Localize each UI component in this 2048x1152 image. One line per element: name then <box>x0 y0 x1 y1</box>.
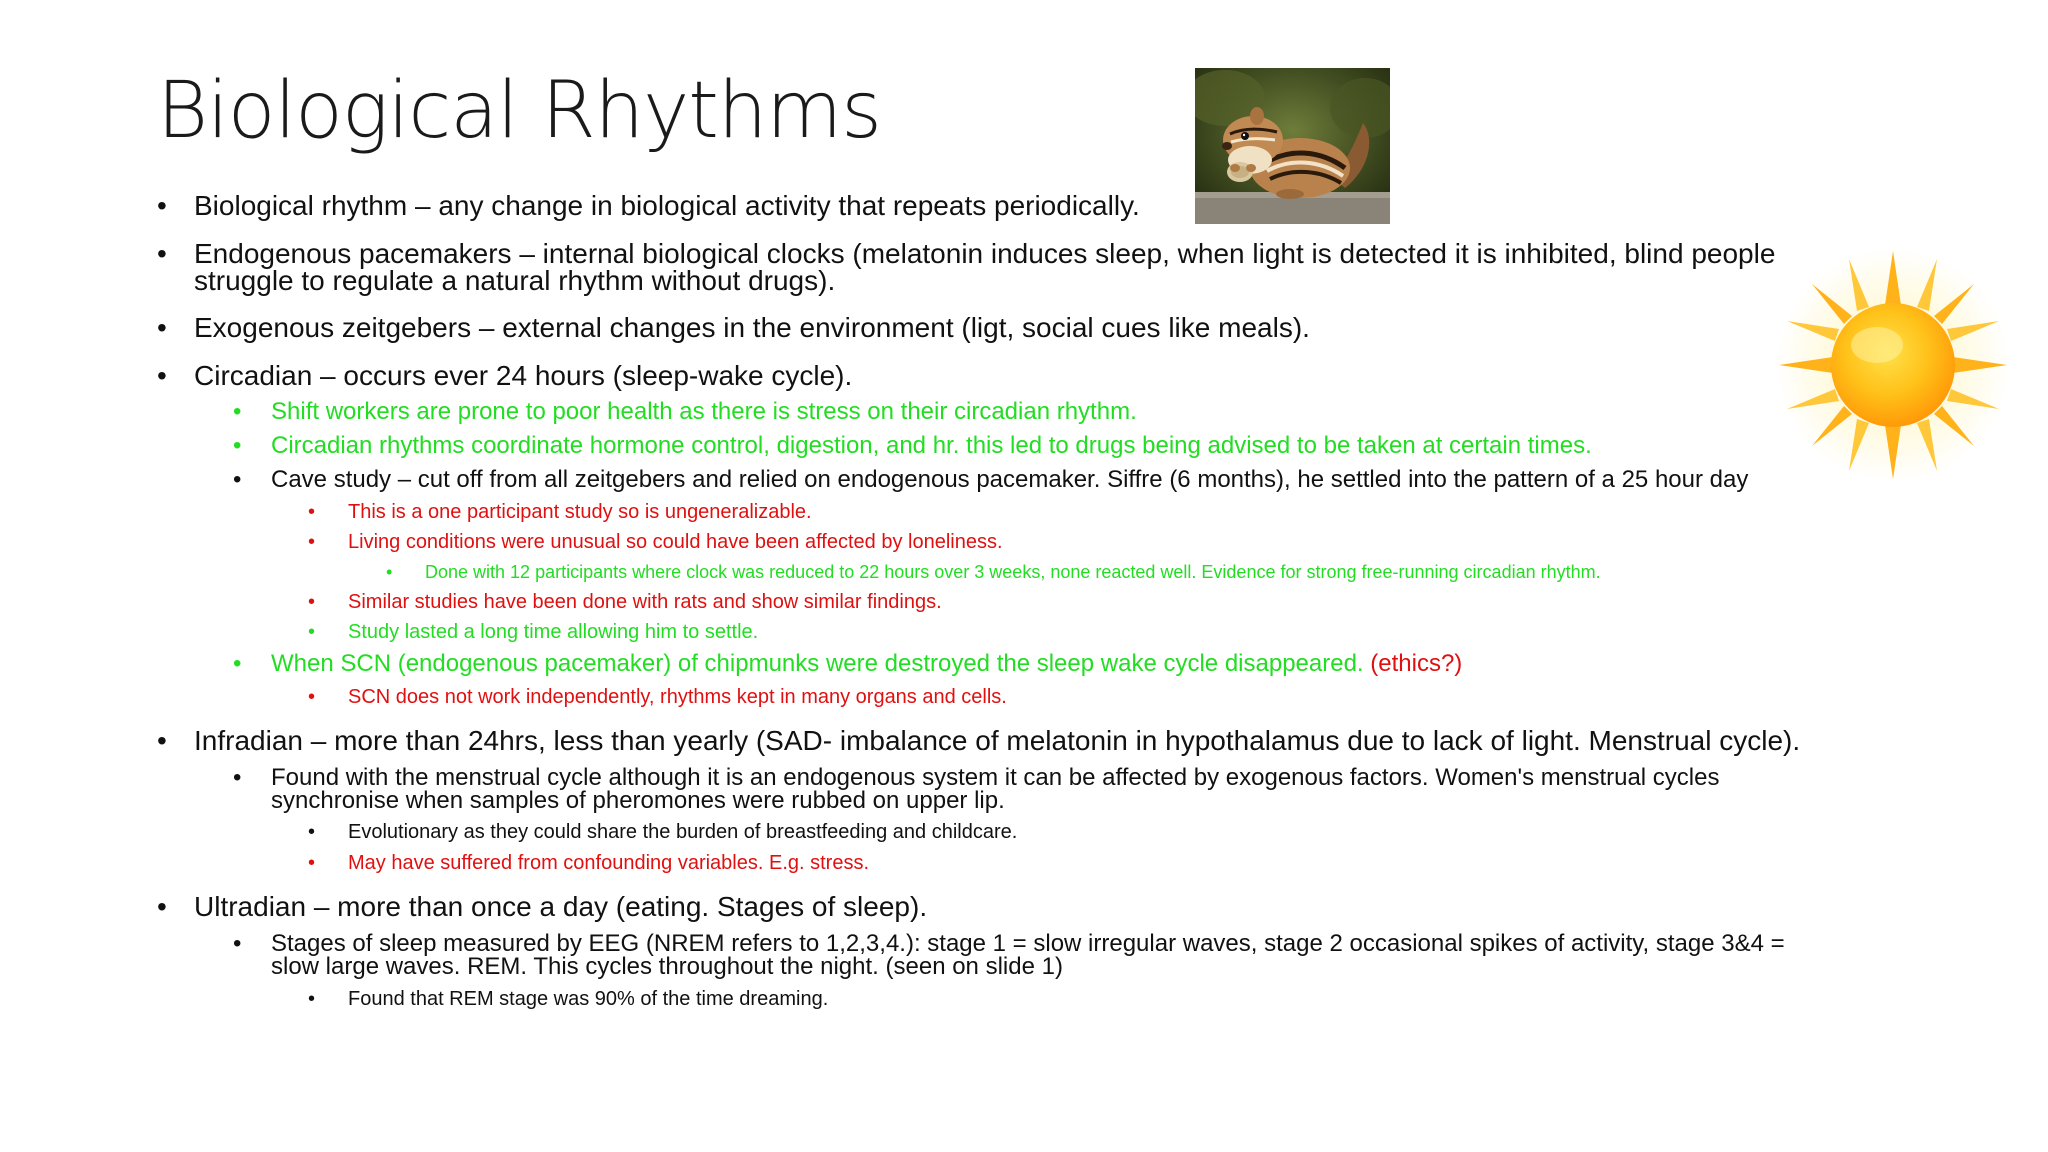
bullet-evolutionary: Evolutionary as they could share the burden of breastfeeding and childcare. <box>348 821 1018 843</box>
bullet-exogenous-zeitgebers: Exogenous zeitgebers – external changes in the environment (ligt, social cues like meals). <box>194 312 1310 343</box>
bullet-rem-dreaming: Found that REM stage was 90% of the time dreaming. <box>348 988 829 1010</box>
bullet-infradian: Infradian – more than 24hrs, less than yearly (SAD- imbalance of melatonin in hypothalamus due to lack of light. Menstrual cycle). <box>194 725 1801 756</box>
bullet-12-participants: Done with 12 participants where clock was reduced to 22 hours over 3 weeks, none reacted well. Evidence for strong free-running circadian rhythm. <box>425 562 1601 582</box>
chipmunk-photo <box>1195 68 1390 224</box>
bullet-marker: • <box>233 466 242 493</box>
bullet-circadian-hormone: Circadian rhythms coordinate hormone control, digestion, and hr. this led to drugs being advised to be taken at certain times. <box>271 432 1592 459</box>
bullet-stages-of-sleep-cont: slow large waves. REM. This cycles throughout the night. (seen on slide 1) <box>271 953 1063 980</box>
bullet-study-lasted: Study lasted a long time allowing him to settle. <box>348 621 759 643</box>
bullet-similar-studies: Similar studies have been done with rats and show similar findings. <box>348 591 942 613</box>
bullet-marker: • <box>157 238 167 269</box>
bullet-marker: • <box>157 891 167 922</box>
bullet-marker: • <box>308 531 316 553</box>
bullet-stages-of-sleep: Stages of sleep measured by EEG (NREM refers to 1,2,3,4.): stage 1 = slow irregular waves, stage 2 occasional spikes of activity, stage 3&4 = <box>271 930 1785 957</box>
bullet-marker: • <box>233 650 242 677</box>
bullet-circadian: Circadian – occurs ever 24 hours (sleep-wake cycle). <box>194 360 853 391</box>
bullet-marker: • <box>308 686 316 708</box>
bullet-endogenous-pacemakers-cont: struggle to regulate a natural rhythm without drugs). <box>194 265 836 296</box>
ethics-note: (ethics?) <box>1370 650 1463 677</box>
bullet-marker: • <box>308 621 316 643</box>
bullet-marker: • <box>308 501 316 523</box>
bullet-one-participant: This is a one participant study so is ungeneralizable. <box>348 501 812 523</box>
bullet-marker: • <box>308 852 316 874</box>
scn-chipmunks-text: When SCN (endogenous pacemaker) of chipmunks were destroyed the sleep wake cycle disappeared. <box>271 650 1364 677</box>
bullet-ultradian: Ultradian – more than once a day (eating. Stages of sleep). <box>194 891 928 922</box>
bullet-marker: • <box>157 312 167 343</box>
bullet-scn-chipmunks <box>271 652 1462 676</box>
bullet-endogenous-pacemakers: Endogenous pacemakers – internal biological clocks (melatonin induces sleep, when light is detected it is inhibited, blind people <box>194 238 1776 269</box>
bullet-marker: • <box>308 821 316 843</box>
bullet-menstrual-cycle: Found with the menstrual cycle although it is an endogenous system it can be affected by exogenous factors. Women's menstrual cycles <box>271 764 1720 791</box>
bullet-shift-workers: Shift workers are prone to poor health as there is stress on their circadian rhythm. <box>271 398 1137 425</box>
bullet-marker: • <box>308 988 316 1010</box>
bullet-scn-independent: SCN does not work independently, rhythms kept in many organs and cells. <box>348 686 1007 708</box>
bullet-living-conditions: Living conditions were unusual so could have been affected by loneliness. <box>348 531 1003 553</box>
bullet-marker: • <box>233 398 242 425</box>
bullet-menstrual-cycle-cont: synchronise when samples of pheromones were rubbed on upper lip. <box>271 787 1005 814</box>
slide-title: Biological Rhythms <box>157 66 881 156</box>
bullet-marker: • <box>157 360 167 391</box>
bullet-marker: • <box>233 432 242 459</box>
bullet-marker: • <box>386 562 393 582</box>
bullet-marker: • <box>233 764 242 791</box>
bullet-marker: • <box>308 591 316 613</box>
bullet-biological-rhythm: Biological rhythm – any change in biological activity that repeats periodically. <box>194 190 1140 221</box>
bullet-marker: • <box>233 930 242 957</box>
bullet-marker: • <box>157 725 167 756</box>
bullet-marker: • <box>157 190 167 221</box>
sun-icon <box>1773 245 2013 485</box>
bullet-cave-study: Cave study – cut off from all zeitgebers and relied on endogenous pacemaker. Siffre (6 months), he settled into the pattern of a 25 hour day <box>271 466 1749 493</box>
bullet-confounding: May have suffered from confounding variables. E.g. stress. <box>348 852 870 874</box>
